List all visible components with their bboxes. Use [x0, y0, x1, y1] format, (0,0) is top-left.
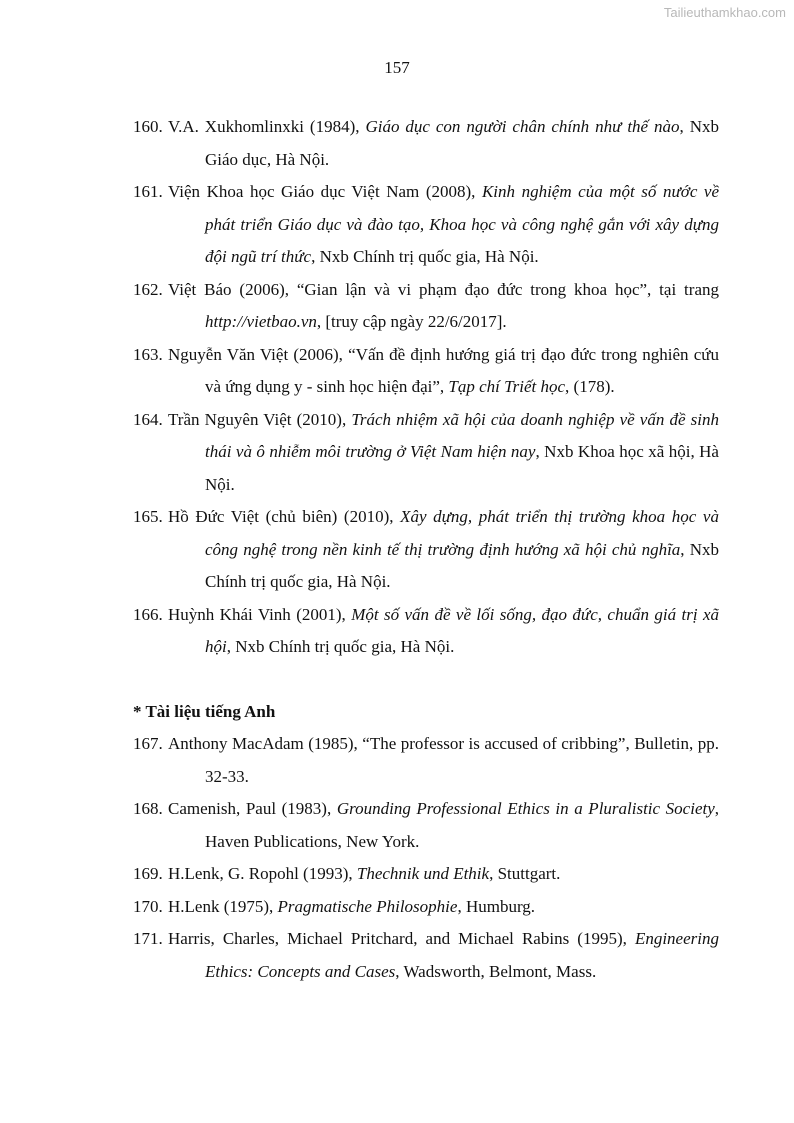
reference-list	[133, 111, 719, 988]
reference-title: Xây dựng, phát triển thị trường khoa học và công nghệ trong nền kinh tế thị trường định hướng xã hội chủ nghĩa	[205, 507, 719, 559]
reference-number: 162.	[133, 279, 163, 299]
reference-item	[133, 111, 719, 176]
reference-item	[133, 858, 719, 891]
reference-item	[133, 339, 719, 404]
reference-segment: Trần Nguyên Việt (2010),	[168, 409, 352, 429]
reference-segment: , (178).	[565, 377, 615, 396]
reference-text	[168, 897, 535, 916]
vietnamese-references	[133, 111, 719, 664]
reference-text	[168, 117, 719, 169]
reference-segment: V.A. Xukhomlinxki (1984),	[168, 117, 366, 136]
reference-title: Grounding Professional Ethics in a Pluralistic Society	[336, 799, 715, 818]
reference-segment: , Humburg.	[457, 896, 536, 916]
reference-number: 165.	[133, 507, 163, 526]
reference-text	[168, 864, 560, 883]
reference-item	[133, 728, 719, 793]
reference-title: Engineering Ethics: Concepts and Cases	[205, 929, 719, 981]
reference-segment: Huỳnh Khái Vinh (2001),	[168, 604, 352, 624]
reference-text	[168, 410, 719, 494]
reference-segment: Hồ Đức Việt (chủ biên) (2010),	[168, 507, 401, 526]
reference-segment: Nguyễn Văn Việt (2006), “Vấn đề định hướng giá trị đạo đức trong nghiên cứu và ứng dụng y - sinh học hiện đại”,	[168, 344, 719, 396]
section-heading-english: * Tài liệu tiếng Anh	[133, 701, 276, 721]
reference-segment: , Wadsworth, Belmont, Mass.	[395, 961, 597, 981]
reference-text	[168, 929, 719, 981]
reference-title: Giáo dục con người chân chính như thế nào	[365, 117, 680, 136]
reference-number: 166.	[133, 604, 163, 624]
reference-item	[133, 501, 719, 599]
reference-item	[133, 274, 719, 339]
reference-number: 163.	[133, 344, 163, 364]
reference-item	[133, 891, 719, 924]
reference-number: 169.	[133, 864, 163, 883]
reference-number: 160.	[133, 117, 163, 136]
reference-number: 171.	[133, 929, 163, 948]
reference-segment: , Nxb Chính trị quốc gia, Hà Nội.	[205, 539, 719, 591]
reference-text	[168, 799, 719, 851]
reference-title: Thechnik und Ethik	[356, 864, 490, 883]
reference-number: 164.	[133, 409, 163, 429]
reference-text	[168, 280, 719, 332]
reference-number: 161.	[133, 182, 163, 201]
reference-text	[168, 182, 719, 266]
reference-segment: , Nxb Chính trị quốc gia, Hà Nội.	[311, 247, 539, 266]
reference-item	[133, 176, 719, 274]
reference-title: Một số vấn đề về lối sống, đạo đức, chuẩn giá trị xã hội	[205, 604, 719, 656]
reference-segment: H.Lenk, G. Ropohl (1993),	[168, 864, 357, 883]
reference-text	[168, 345, 719, 397]
reference-text	[168, 507, 719, 591]
reference-item	[133, 599, 719, 664]
reference-segment: Viện Khoa học Giáo dục Việt Nam (2008),	[168, 182, 482, 201]
reference-title: Pragmatische Philosophie	[277, 896, 458, 916]
reference-text	[168, 734, 719, 786]
reference-text	[168, 605, 719, 657]
reference-title: Kinh nghiệm của một số nước về phát triển Giáo dục và đào tạo, Khoa học và công nghệ gắn với xây dựng đội ngũ trí thức	[205, 182, 720, 266]
reference-segment: , Nxb Giáo dục, Hà Nội.	[205, 117, 720, 169]
reference-segment: Việt Báo (2006), “Gian lận và vi phạm đạo đức trong khoa học”, tại trang	[168, 279, 719, 299]
reference-title: Trách nhiệm xã hội của doanh nghiệp về vấn đề sinh thái và ô nhiễm môi trường ở Việt Nam hiện nay	[205, 409, 720, 461]
reference-item	[133, 923, 719, 988]
page-number: 157	[384, 58, 410, 77]
reference-segment: Harris, Charles, Michael Pritchard, and Michael Rabins (1995),	[168, 929, 635, 948]
reference-number: 167.	[133, 734, 163, 753]
reference-item	[133, 404, 719, 502]
reference-title: Tạp chí Triết học	[448, 377, 566, 396]
reference-segment: , Nxb Khoa học xã hội, Hà Nội.	[205, 442, 719, 494]
reference-segment: , Stuttgart.	[489, 864, 561, 883]
reference-number: 168.	[133, 799, 163, 818]
reference-segment: Anthony MacAdam (1985), “The professor is accused of cribbing”, Bulletin, pp. 32-33.	[168, 734, 719, 786]
reference-segment: , Haven Publications, New York.	[205, 799, 720, 851]
reference-segment: , [truy cập ngày 22/6/2017].	[316, 312, 507, 331]
english-references	[133, 728, 719, 988]
watermark: Tailieuthamkhao.com	[663, 5, 786, 20]
reference-segment: Camenish, Paul (1983),	[168, 799, 337, 818]
reference-number: 170.	[133, 896, 163, 916]
reference-item	[133, 793, 719, 858]
reference-segment: H.Lenk (1975),	[168, 896, 278, 916]
reference-segment: , Nxb Chính trị quốc gia, Hà Nội.	[226, 637, 455, 656]
reference-title: http://vietbao.vn	[205, 312, 317, 331]
